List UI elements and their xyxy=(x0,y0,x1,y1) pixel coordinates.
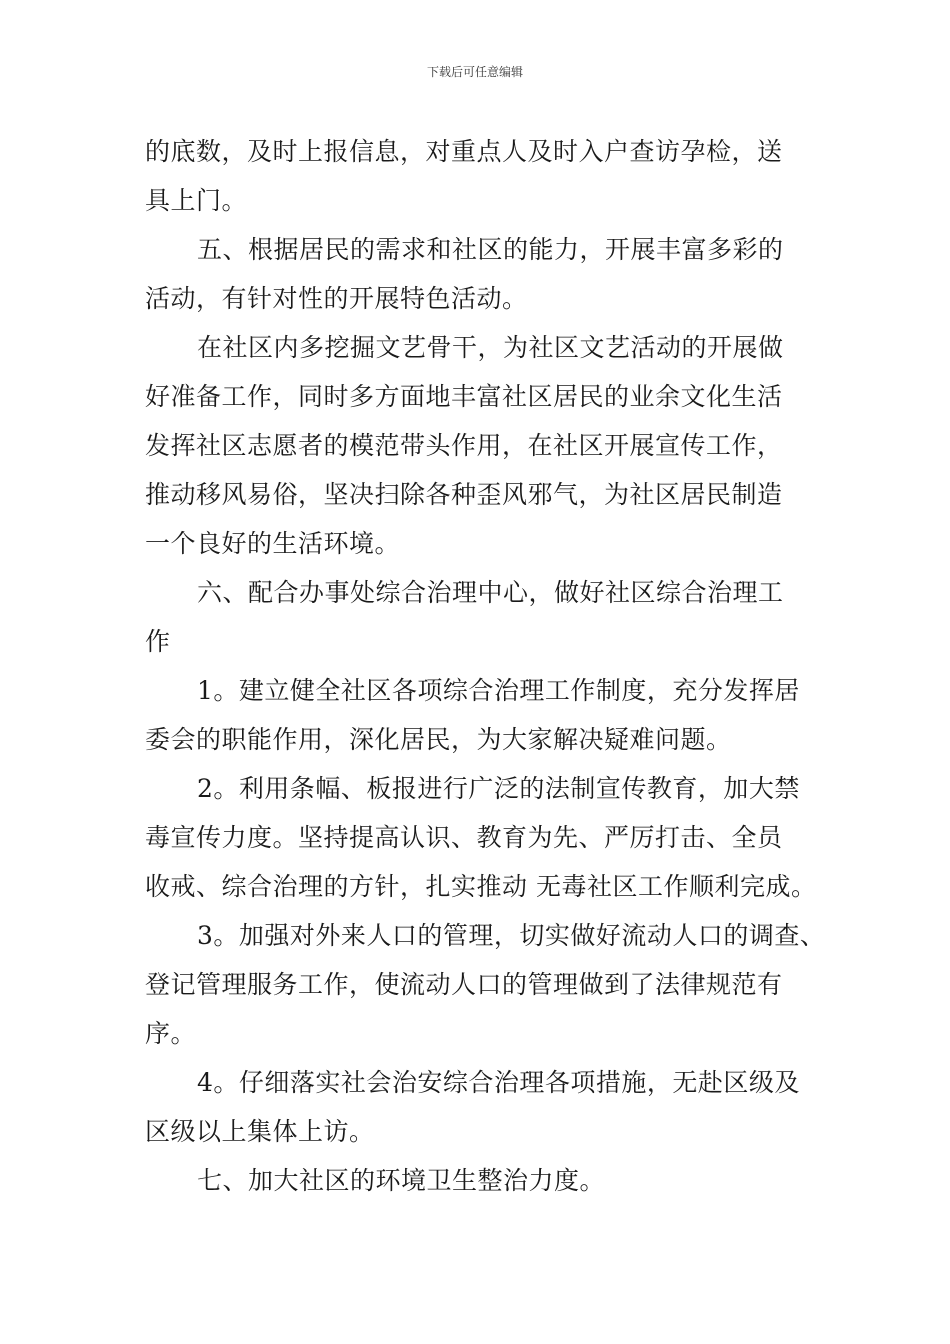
text-line: 收戒、综合治理的方针，扎实推动 无毒社区工作顺利完成。 xyxy=(145,872,817,901)
page-header: 下载后可任意编辑 xyxy=(426,65,523,79)
text-line: 一个良好的生活环境。 xyxy=(145,529,401,558)
text-line: 3。加强对外来人口的管理，切实做好流动人口的调查、 xyxy=(197,921,826,950)
text-line: 毒宣传力度。坚持提高认识、教育为先、严厉打击、全员 xyxy=(145,823,783,852)
text-line: 作 xyxy=(145,627,171,656)
text-line: 委会的职能作用，深化居民，为大家解决疑难问题。 xyxy=(145,725,732,754)
text-line: 序。 xyxy=(145,1019,197,1048)
text-line: 4。仔细落实社会治安综合治理各项措施，无赴区级及 xyxy=(197,1068,800,1097)
text-line: 具上门。 xyxy=(145,186,248,215)
text-line: 发挥社区志愿者的模范带头作用，在社区开展宣传工作， xyxy=(145,431,783,460)
text-line: 推动移风易俗，坚决扫除各种歪风邪气，为社区居民制造 xyxy=(145,480,783,509)
document-body xyxy=(145,127,825,1205)
text-line: 的底数，及时上报信息，对重点人及时入户查访孕检，送 xyxy=(145,137,783,166)
text-line: 七、加大社区的环境卫生整治力度。 xyxy=(197,1166,606,1195)
text-line: 区级以上集体上访。 xyxy=(145,1117,375,1146)
text-line: 五、根据居民的需求和社区的能力，开展丰富多彩的 xyxy=(197,235,784,264)
text-line: 2。利用条幅、板报进行广泛的法制宣传教育，加大禁 xyxy=(197,774,800,803)
text-line: 活动，有针对性的开展特色活动。 xyxy=(145,284,528,313)
text-line: 在社区内多挖掘文艺骨干，为社区文艺活动的开展做 xyxy=(197,333,784,362)
text-line: 1。建立健全社区各项综合治理工作制度，充分发挥居 xyxy=(197,676,800,705)
text-line: 登记管理服务工作，使流动人口的管理做到了法律规范有 xyxy=(145,970,783,999)
text-line: 好准备工作，同时多方面地丰富社区居民的业余文化生活 xyxy=(145,382,783,411)
text-line: 六、配合办事处综合治理中心，做好社区综合治理工 xyxy=(197,578,784,607)
